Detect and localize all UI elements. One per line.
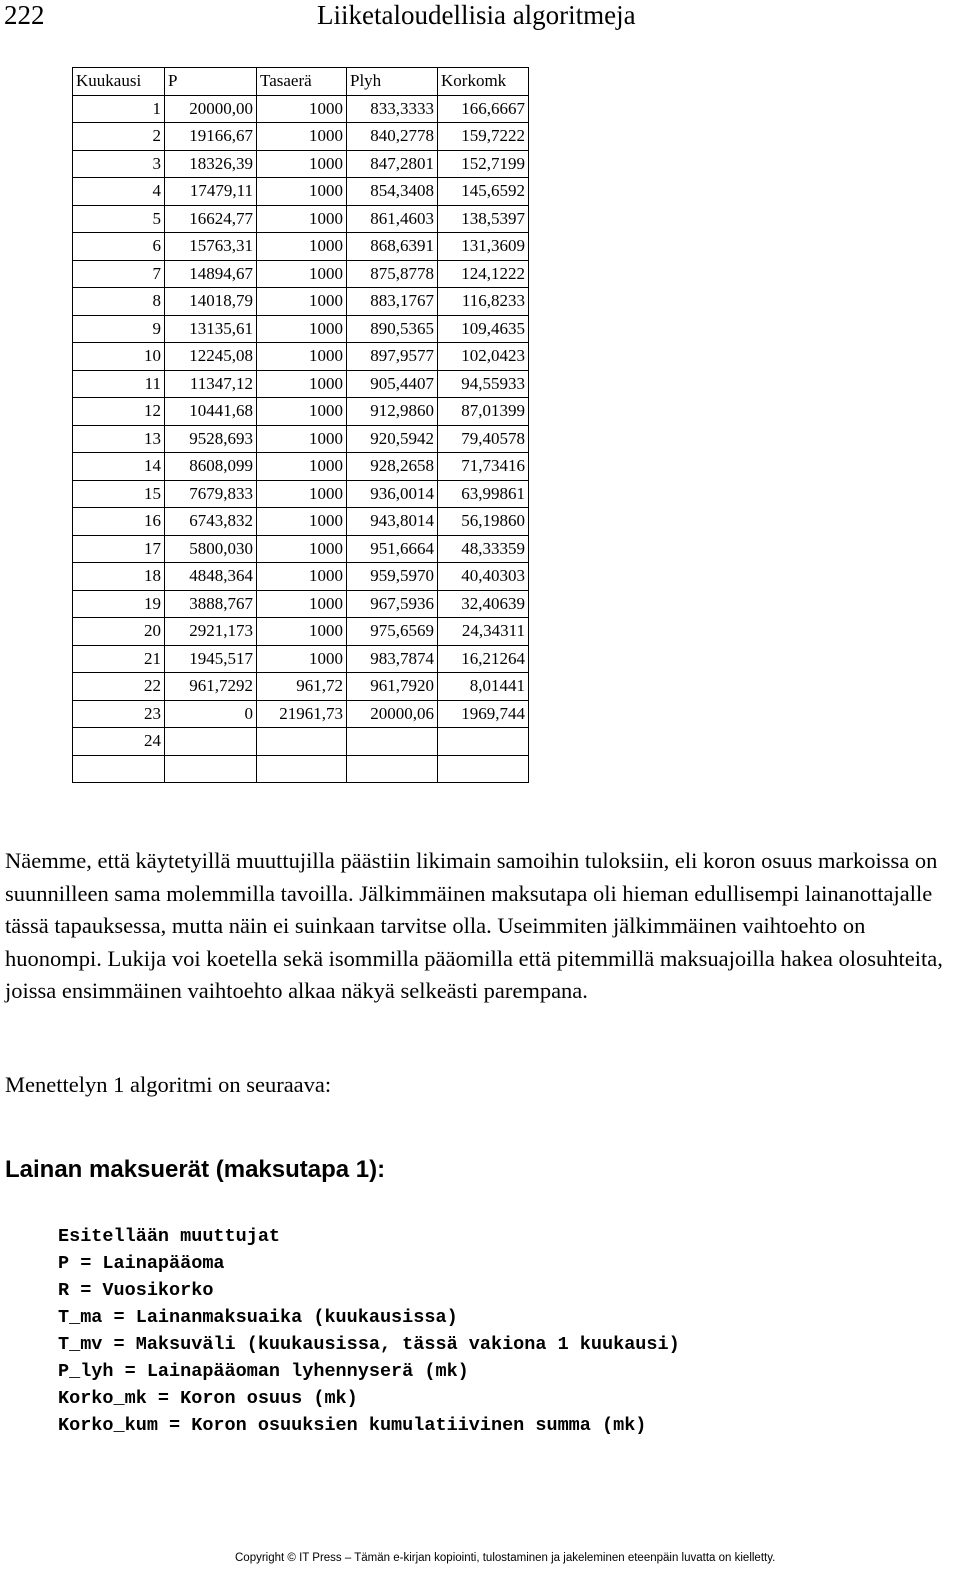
table-cell: 11347,12 xyxy=(165,370,257,398)
table-cell: 32,40639 xyxy=(438,590,529,618)
table-cell: 8 xyxy=(73,288,165,316)
code-block xyxy=(58,1223,680,1439)
table-cell: 1000 xyxy=(257,123,347,151)
table-cell: 2 xyxy=(73,123,165,151)
table-cell: 1000 xyxy=(257,233,347,261)
table-cell: 1000 xyxy=(257,370,347,398)
table-cell xyxy=(165,755,257,783)
table-cell: 1000 xyxy=(257,425,347,453)
table-row xyxy=(73,590,529,618)
table-cell: 1000 xyxy=(257,260,347,288)
algorithm-intro: Menettelyn 1 algoritmi on seuraava: xyxy=(5,1072,332,1097)
table-cell: 1000 xyxy=(257,398,347,426)
table-cell: 2921,173 xyxy=(165,618,257,646)
table-row xyxy=(73,398,529,426)
table-cell: 4848,364 xyxy=(165,563,257,591)
table-cell: 8608,099 xyxy=(165,453,257,481)
table-row xyxy=(73,343,529,371)
running-title: Liiketaloudellisia algoritmeja xyxy=(317,0,636,30)
table-row xyxy=(73,728,529,756)
table-row xyxy=(73,563,529,591)
table-cell: 13135,61 xyxy=(165,315,257,343)
column-header-tasaera: Tasaerä xyxy=(257,68,347,96)
table-cell: 145,6592 xyxy=(438,178,529,206)
table-cell: 14 xyxy=(73,453,165,481)
table-cell: 912,9860 xyxy=(347,398,438,426)
code-line: P_lyh = Lainapääoman lyhennyserä (mk) xyxy=(58,1361,469,1382)
table-cell: 840,2778 xyxy=(347,123,438,151)
table-cell: 48,33359 xyxy=(438,535,529,563)
table-cell: 920,5942 xyxy=(347,425,438,453)
table-row xyxy=(73,150,529,178)
table-cell: 1000 xyxy=(257,95,347,123)
table-cell: 7679,833 xyxy=(165,480,257,508)
table-cell: 983,7874 xyxy=(347,645,438,673)
table-cell xyxy=(257,755,347,783)
table-cell: 1000 xyxy=(257,563,347,591)
section-heading: Lainan maksuerät (maksutapa 1): xyxy=(5,1156,386,1183)
table-cell xyxy=(257,728,347,756)
table-cell: 20000,00 xyxy=(165,95,257,123)
table-cell: 159,7222 xyxy=(438,123,529,151)
table-row xyxy=(73,618,529,646)
table-cell: 5 xyxy=(73,205,165,233)
table-cell: 0 xyxy=(165,700,257,728)
table-cell: 3888,767 xyxy=(165,590,257,618)
table-cell: 15 xyxy=(73,480,165,508)
table-cell: 1000 xyxy=(257,480,347,508)
table-cell: 9528,693 xyxy=(165,425,257,453)
table-cell: 79,40578 xyxy=(438,425,529,453)
code-line: Korko_kum = Koron osuuksien kumulatiivinen summa (mk) xyxy=(58,1415,647,1436)
table-cell: 19 xyxy=(73,590,165,618)
table-cell xyxy=(438,755,529,783)
code-line: P = Lainapääoma xyxy=(58,1253,225,1274)
table-cell: 8,01441 xyxy=(438,673,529,701)
table-cell: 951,6664 xyxy=(347,535,438,563)
table-cell: 1000 xyxy=(257,205,347,233)
table-cell: 116,8233 xyxy=(438,288,529,316)
table-cell: 897,9577 xyxy=(347,343,438,371)
table-cell: 1000 xyxy=(257,453,347,481)
table-cell: 959,5970 xyxy=(347,563,438,591)
table-cell: 1945,517 xyxy=(165,645,257,673)
table-row xyxy=(73,205,529,233)
table-row xyxy=(73,755,529,783)
table-cell xyxy=(438,728,529,756)
table-cell: 967,5936 xyxy=(347,590,438,618)
table-cell: 7 xyxy=(73,260,165,288)
table-row xyxy=(73,700,529,728)
code-line: Korko_mk = Koron osuus (mk) xyxy=(58,1388,358,1409)
page-header xyxy=(0,0,960,40)
column-header-plyh: Plyh xyxy=(347,68,438,96)
table-cell: 961,7920 xyxy=(347,673,438,701)
table-cell: 10 xyxy=(73,343,165,371)
table-cell: 16624,77 xyxy=(165,205,257,233)
table-cell: 17479,11 xyxy=(165,178,257,206)
table-cell: 975,6569 xyxy=(347,618,438,646)
table-cell: 943,8014 xyxy=(347,508,438,536)
table-cell: 11 xyxy=(73,370,165,398)
table-cell xyxy=(347,728,438,756)
table-cell: 109,4635 xyxy=(438,315,529,343)
table-cell: 1000 xyxy=(257,288,347,316)
table-cell: 15763,31 xyxy=(165,233,257,261)
table-cell: 24 xyxy=(73,728,165,756)
table-cell: 1969,744 xyxy=(438,700,529,728)
body-paragraph: Näemme, että käytetyillä muuttujilla päästiin likimain samoihin tuloksiin, eli koron osuus markoissa on suunnilleen sama molemmilla tavoilla. Jälkimmäinen maksutapa oli hieman edullisempi lainanottajalle tässä tapauksessa, mutta näin ei suinkaan tarvitse olla. Useimmiten jälkimmäinen vaihtoehto on huonompi. Lukija voi koetella sekä isommilla pääomilla että pitemmillä maksuajoilla hakea olosuhteita, joissa ensimmäinen vaihtoehto alkaa näkyä selkeästi parempana. xyxy=(5,848,943,1004)
table-row xyxy=(73,233,529,261)
table-cell: 40,40303 xyxy=(438,563,529,591)
table-row xyxy=(73,315,529,343)
table-cell xyxy=(165,728,257,756)
table-cell: 13 xyxy=(73,425,165,453)
table-row xyxy=(73,95,529,123)
table-body xyxy=(73,95,529,783)
table-cell: 890,5365 xyxy=(347,315,438,343)
copyright-footer: Copyright © IT Press – Tämän e-kirjan kopiointi, tulostaminen ja jakeleminen eteenpäin luvatta on kielletty. xyxy=(235,1552,776,1564)
table-cell: 1000 xyxy=(257,645,347,673)
table-cell: 19166,67 xyxy=(165,123,257,151)
table-cell: 23 xyxy=(73,700,165,728)
table-cell: 17 xyxy=(73,535,165,563)
table-cell: 10441,68 xyxy=(165,398,257,426)
table-cell: 124,1222 xyxy=(438,260,529,288)
table-row xyxy=(73,123,529,151)
table-row xyxy=(73,288,529,316)
table-cell: 936,0014 xyxy=(347,480,438,508)
table-cell: 5800,030 xyxy=(165,535,257,563)
table-cell: 71,73416 xyxy=(438,453,529,481)
table-cell: 875,8778 xyxy=(347,260,438,288)
table-cell: 1000 xyxy=(257,150,347,178)
table-cell: 102,0423 xyxy=(438,343,529,371)
table-cell: 1 xyxy=(73,95,165,123)
table-cell: 87,01399 xyxy=(438,398,529,426)
table-cell: 138,5397 xyxy=(438,205,529,233)
table-row xyxy=(73,508,529,536)
loan-payment-table xyxy=(72,67,529,783)
table-cell: 16,21264 xyxy=(438,645,529,673)
table-cell: 1000 xyxy=(257,618,347,646)
table-cell: 1000 xyxy=(257,178,347,206)
table-cell: 1000 xyxy=(257,535,347,563)
table-cell: 14894,67 xyxy=(165,260,257,288)
table-cell: 18326,39 xyxy=(165,150,257,178)
table-cell: 24,34311 xyxy=(438,618,529,646)
table-cell: 4 xyxy=(73,178,165,206)
table-cell: 21961,73 xyxy=(257,700,347,728)
table-cell: 833,3333 xyxy=(347,95,438,123)
table-cell: 152,7199 xyxy=(438,150,529,178)
table-row xyxy=(73,453,529,481)
table-cell: 905,4407 xyxy=(347,370,438,398)
table-cell: 3 xyxy=(73,150,165,178)
code-line: T_ma = Lainanmaksuaika (kuukausissa) xyxy=(58,1307,458,1328)
table-cell: 21 xyxy=(73,645,165,673)
table-row xyxy=(73,178,529,206)
table-cell: 9 xyxy=(73,315,165,343)
table-row xyxy=(73,370,529,398)
page-number: 222 xyxy=(4,0,45,30)
table-cell: 166,6667 xyxy=(438,95,529,123)
table-cell: 1000 xyxy=(257,508,347,536)
table-row xyxy=(73,535,529,563)
table-cell: 1000 xyxy=(257,343,347,371)
table-cell: 847,2801 xyxy=(347,150,438,178)
table-cell: 868,6391 xyxy=(347,233,438,261)
table-cell: 1000 xyxy=(257,315,347,343)
table-cell: 883,1767 xyxy=(347,288,438,316)
table-row xyxy=(73,645,529,673)
column-header-kuukausi: Kuukausi xyxy=(73,68,165,96)
table-cell: 6 xyxy=(73,233,165,261)
table-cell: 20000,06 xyxy=(347,700,438,728)
table-cell: 928,2658 xyxy=(347,453,438,481)
table-row xyxy=(73,480,529,508)
table-cell: 94,55933 xyxy=(438,370,529,398)
table-cell xyxy=(73,755,165,783)
table-cell: 20 xyxy=(73,618,165,646)
table-row xyxy=(73,260,529,288)
table-cell: 1000 xyxy=(257,590,347,618)
table-row xyxy=(73,425,529,453)
table-cell: 854,3408 xyxy=(347,178,438,206)
column-header-korkomk: Korkomk xyxy=(438,68,529,96)
table-row xyxy=(73,673,529,701)
table-header-row xyxy=(73,68,529,96)
table-cell: 18 xyxy=(73,563,165,591)
table-cell: 22 xyxy=(73,673,165,701)
table-cell xyxy=(347,755,438,783)
table-cell: 961,72 xyxy=(257,673,347,701)
table-cell: 961,7292 xyxy=(165,673,257,701)
table-cell: 63,99861 xyxy=(438,480,529,508)
column-header-p: P xyxy=(165,68,257,96)
table-cell: 16 xyxy=(73,508,165,536)
code-line: T_mv = Maksuväli (kuukausissa, tässä vakiona 1 kuukausi) xyxy=(58,1334,680,1355)
table-cell: 14018,79 xyxy=(165,288,257,316)
code-line: Esitellään muuttujat xyxy=(58,1226,281,1247)
table-cell: 131,3609 xyxy=(438,233,529,261)
code-line: R = Vuosikorko xyxy=(58,1280,214,1301)
table-cell: 12 xyxy=(73,398,165,426)
table-cell: 6743,832 xyxy=(165,508,257,536)
table-cell: 861,4603 xyxy=(347,205,438,233)
table-cell: 12245,08 xyxy=(165,343,257,371)
table-cell: 56,19860 xyxy=(438,508,529,536)
